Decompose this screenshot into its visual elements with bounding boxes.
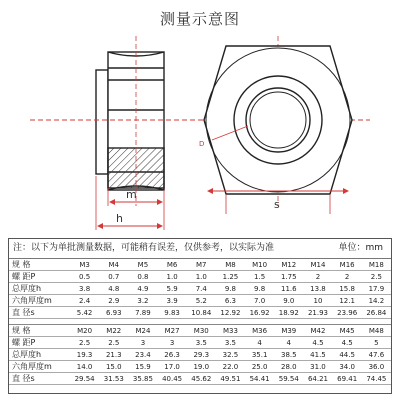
table-cell: M22: [99, 325, 128, 337]
table-cell: 4.8: [99, 283, 128, 295]
table-cell: M12: [274, 259, 303, 271]
table-cell: 4.5: [333, 337, 362, 349]
table-cell: 17.9: [362, 283, 391, 295]
table-cell: 3: [158, 337, 187, 349]
table-cell: 25.0: [245, 361, 274, 373]
table-cell: 4: [274, 337, 303, 349]
table-cell: 9.0: [274, 295, 303, 307]
table-cell: M27: [158, 325, 187, 337]
table-cell: 41.5: [303, 349, 332, 361]
table-cell: 44.5: [333, 349, 362, 361]
table-cell: 6.93: [99, 307, 128, 319]
nut-side-view: [96, 52, 164, 190]
dimension-h-label: h: [116, 212, 123, 225]
table-cell: 74.45: [362, 373, 391, 385]
table-cell: 4.9: [128, 283, 157, 295]
table-row: [9, 325, 391, 337]
row-diameter-label: 直 径s: [9, 373, 70, 385]
table-cell: 64.21: [303, 373, 332, 385]
table-cell: M3: [70, 259, 99, 271]
table-cell: 29.54: [70, 373, 99, 385]
diagram-title: 测量示意图: [159, 10, 240, 28]
dimension-d-label: D: [199, 140, 205, 148]
table-cell: M7: [187, 259, 216, 271]
row-hex-thickness-label: 六角厚度m: [9, 295, 70, 307]
table-cell: 5.42: [70, 307, 99, 319]
table-cell: 4: [245, 337, 274, 349]
row-pitch-label: 螺 距P: [9, 271, 70, 283]
table-cell: 1.25: [216, 271, 245, 283]
table-cell: 29.3: [187, 349, 216, 361]
table-cell: 12.92: [216, 307, 245, 319]
unit-label: 单位：mm: [338, 243, 383, 253]
table-cell: 69.41: [333, 373, 362, 385]
table-cell: 9.8: [216, 283, 245, 295]
spec-table-panel: [8, 238, 392, 394]
table-cell: 47.6: [362, 349, 391, 361]
table-cell: M8: [216, 259, 245, 271]
row-diameter-label: 直 径s: [9, 307, 70, 319]
table-cell: 54.41: [245, 373, 274, 385]
table-cell: 22.0: [216, 361, 245, 373]
table-row: [9, 271, 391, 283]
table-cell: 4.5: [303, 337, 332, 349]
table-cell: 9.83: [158, 307, 187, 319]
table-cell: 2.5: [70, 337, 99, 349]
table-cell: 10.84: [187, 307, 216, 319]
table-cell: 2.5: [99, 337, 128, 349]
table-cell: 3.9: [158, 295, 187, 307]
table-cell: 1.5: [245, 271, 274, 283]
table-cell: 0.5: [70, 271, 99, 283]
table-cell: M4: [99, 259, 128, 271]
table-cell: 9.8: [245, 283, 274, 295]
spec-table: [9, 259, 391, 385]
table-cell: 15.0: [99, 361, 128, 373]
table-row: [9, 349, 391, 361]
table-cell: 17.0: [158, 361, 187, 373]
table-cell: 59.54: [274, 373, 303, 385]
table-cell: 3.5: [187, 337, 216, 349]
table-cell: 38.5: [274, 349, 303, 361]
table-row: [9, 361, 391, 373]
table-cell: 19.0: [187, 361, 216, 373]
table-cell: 21.3: [99, 349, 128, 361]
table-cell: 32.5: [216, 349, 245, 361]
row-pitch-label: 螺 距P: [9, 337, 70, 349]
dimension-m-label: m: [126, 188, 137, 201]
table-cell: 14.2: [362, 295, 391, 307]
table-cell: 2.9: [99, 295, 128, 307]
measurement-note: 注：以下为单批测量数据，可能稍有误差，仅供参考，以实际为准: [13, 243, 275, 253]
table-cell: 0.8: [128, 271, 157, 283]
table-cell: 2.5: [362, 271, 391, 283]
table-cell: 14.0: [70, 361, 99, 373]
table-row: [9, 373, 391, 385]
table-cell: 2: [303, 271, 332, 283]
table-row: [9, 307, 391, 319]
table-cell: 36.0: [362, 361, 391, 373]
table-cell: M48: [362, 325, 391, 337]
table-cell: M20: [70, 325, 99, 337]
row-total-thickness-label: 总厚度h: [9, 283, 70, 295]
table-cell: M16: [333, 259, 362, 271]
table-cell: M33: [216, 325, 245, 337]
table-cell: 3.5: [216, 337, 245, 349]
table-cell: 3.8: [70, 283, 99, 295]
dimension-s-label: s: [274, 198, 280, 211]
table-cell: M36: [245, 325, 274, 337]
table-cell: 12.1: [333, 295, 362, 307]
nut-front-view: [204, 46, 352, 194]
table-cell: M18: [362, 259, 391, 271]
table-cell: 1.0: [187, 271, 216, 283]
table-cell: 2: [333, 271, 362, 283]
table-cell: M14: [303, 259, 332, 271]
table-cell: 26.3: [158, 349, 187, 361]
table-cell: 5: [362, 337, 391, 349]
table-cell: 7.0: [245, 295, 274, 307]
table-cell: M6: [158, 259, 187, 271]
table-cell: 11.6: [274, 283, 303, 295]
table-cell: 1.0: [158, 271, 187, 283]
row-hex-thickness-label: 六角厚度m: [9, 361, 70, 373]
table-cell: 26.84: [362, 307, 391, 319]
table-cell: 35.1: [245, 349, 274, 361]
table-cell: 31.53: [99, 373, 128, 385]
table-row: [9, 295, 391, 307]
table-cell: M5: [128, 259, 157, 271]
table-cell: 1.75: [274, 271, 303, 283]
row-size-label: 规 格: [9, 259, 70, 271]
table-cell: 45.62: [187, 373, 216, 385]
table-row: [9, 283, 391, 295]
table-cell: 0.7: [99, 271, 128, 283]
table-cell: 31.0: [303, 361, 332, 373]
table-cell: 10: [303, 295, 332, 307]
table-row: [9, 337, 391, 349]
table-cell: 3.2: [128, 295, 157, 307]
table-cell: 40.45: [158, 373, 187, 385]
table-cell: 19.3: [70, 349, 99, 361]
table-cell: 21.93: [303, 307, 332, 319]
table-cell: 7.89: [128, 307, 157, 319]
table-cell: M39: [274, 325, 303, 337]
table-cell: 7.4: [187, 283, 216, 295]
table-row: [9, 259, 391, 271]
table-cell: M10: [245, 259, 274, 271]
table-cell: 16.92: [245, 307, 274, 319]
table-cell: 15.8: [333, 283, 362, 295]
table-cell: M42: [303, 325, 332, 337]
table-cell: 35.85: [128, 373, 157, 385]
row-total-thickness-label: 总厚度h: [9, 349, 70, 361]
table-cell: 23.4: [128, 349, 157, 361]
table-cell: 18.92: [274, 307, 303, 319]
table-cell: 5.2: [187, 295, 216, 307]
table-cell: 15.9: [128, 361, 157, 373]
table-cell: 3: [128, 337, 157, 349]
note-row: [9, 239, 391, 259]
table-cell: 23.96: [333, 307, 362, 319]
table-cell: 6.3: [216, 295, 245, 307]
table-cell: 28.0: [274, 361, 303, 373]
table-cell: 13.8: [303, 283, 332, 295]
row-size-label: 规 格: [9, 325, 70, 337]
table-cell: 2.4: [70, 295, 99, 307]
table-cell: 49.51: [216, 373, 245, 385]
table-cell: M30: [187, 325, 216, 337]
table-cell: 34.0: [333, 361, 362, 373]
table-cell: 5.9: [158, 283, 187, 295]
table-cell: M45: [333, 325, 362, 337]
table-cell: M24: [128, 325, 157, 337]
